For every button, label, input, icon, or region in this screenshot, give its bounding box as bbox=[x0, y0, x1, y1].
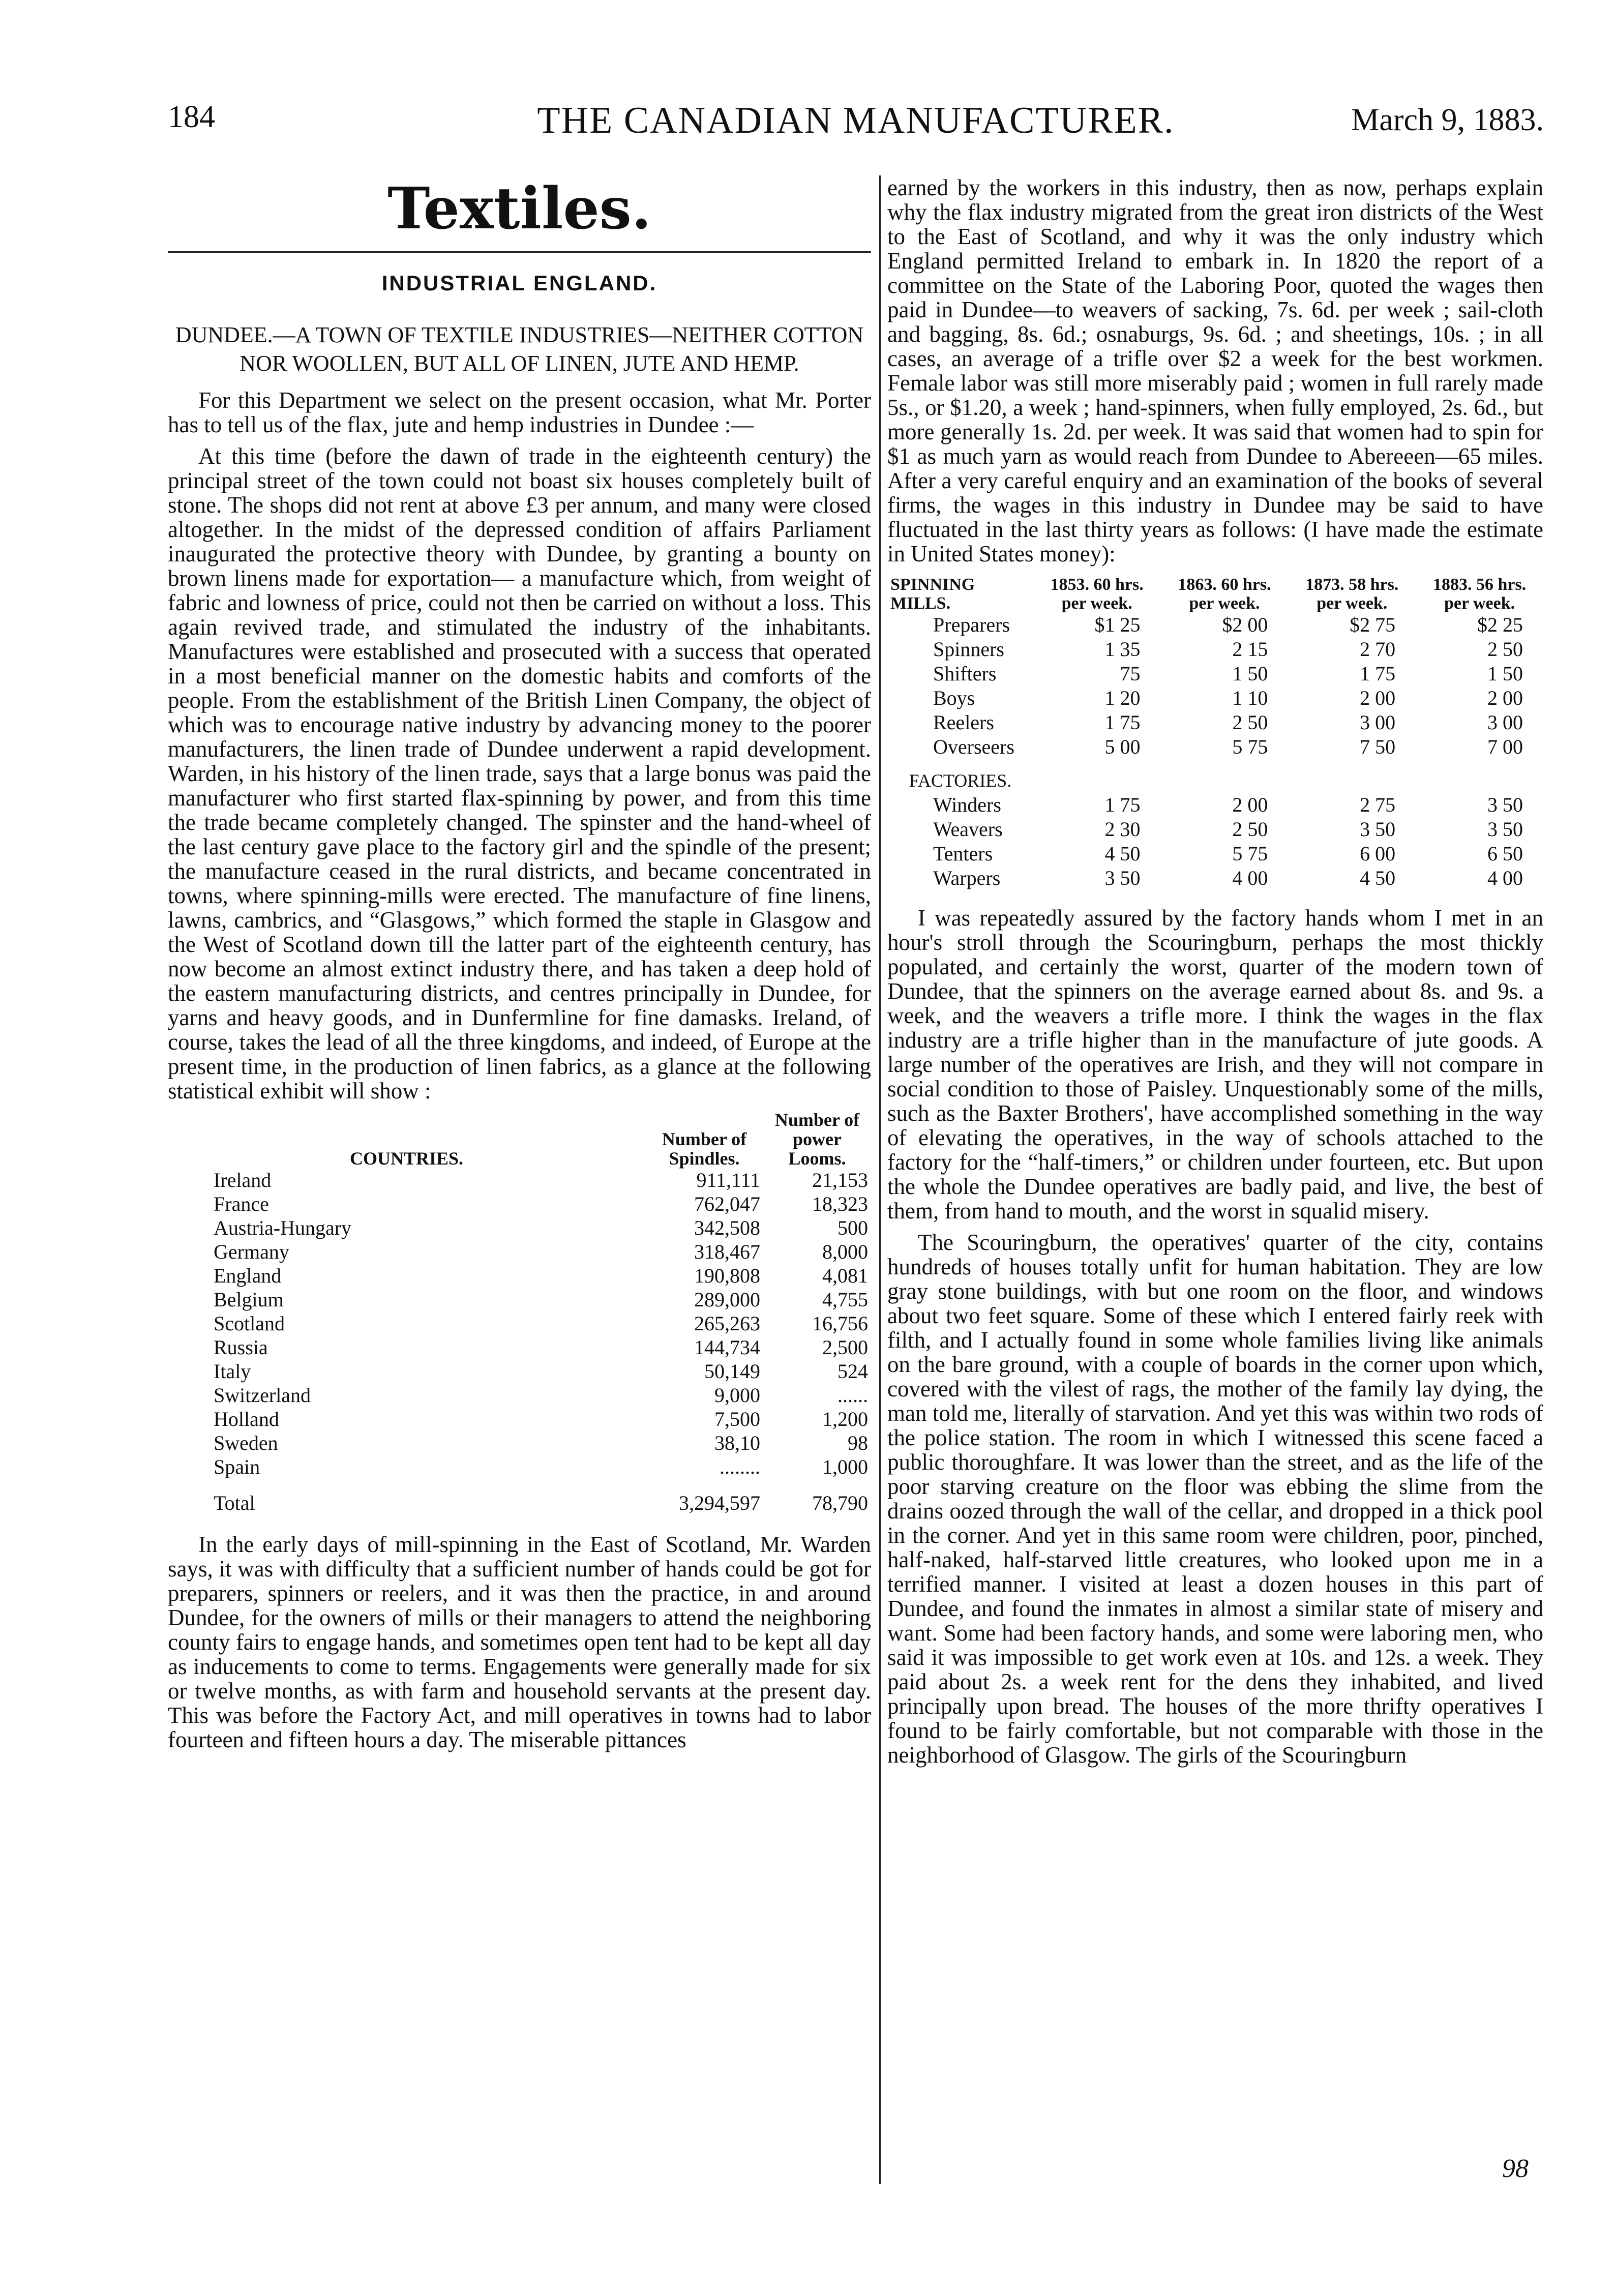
country-name: Holland bbox=[214, 1408, 279, 1430]
country-name: Switzerland bbox=[214, 1384, 311, 1407]
spindles-count: 318,467 bbox=[694, 1240, 760, 1263]
wage-value: 1 50 bbox=[1487, 662, 1523, 685]
wage-value: 3 00 bbox=[1360, 711, 1396, 734]
wage-value: 2 15 bbox=[1232, 638, 1268, 661]
header-1853: 1853. 60 hrs. per week. bbox=[1050, 575, 1144, 613]
spindles-count: 911,111 bbox=[696, 1169, 760, 1191]
header-spindles: Number of Spindles. bbox=[662, 1129, 747, 1169]
spindles-table-body bbox=[168, 1168, 871, 1515]
title-rule bbox=[168, 251, 871, 253]
masthead: THE CANADIAN MANUFACTURER. bbox=[537, 100, 1175, 141]
job-role: Winders bbox=[933, 793, 1001, 816]
job-role: Weavers bbox=[933, 818, 1003, 841]
table-row bbox=[887, 735, 1543, 759]
wage-value: 4 50 bbox=[1360, 867, 1396, 889]
wage-value: 1 20 bbox=[1104, 687, 1141, 709]
paragraph-4: I was repeatedly assured by the factory hands whom I met in an hour's stroll through the Scouringburn, perhaps the most thickly populated, and certainly the worst, quarter of the modern town of Dundee, that the spinners on the average earned about 8s. and 9s. a week, and the weavers a trifle more. I think the wages in the flax industry are a trifle higher than in the manufacture of jute goods. A large number of the operatives are Irish, and they will not compare in social condition to those of Paisley. Unquestionably some of the mills, such as the Baxter Brothers', have accomplished something in the way of elevating the operatives, in the way of schools attached to the factory for the “half-timers,” or children under fourteen, etc. But upon the whole the Dundee operatives are badly paid, and live, the best of them, from hand to mouth, and the worst in squalid misery. bbox=[887, 905, 1543, 1224]
spindles-count: 50,149 bbox=[704, 1360, 760, 1383]
table-row bbox=[168, 1407, 871, 1431]
wage-value: 1 75 bbox=[1104, 793, 1141, 816]
spindles-count: 762,047 bbox=[694, 1192, 760, 1215]
table-row bbox=[887, 866, 1543, 890]
spindles-count: 7,500 bbox=[714, 1408, 760, 1430]
table-row bbox=[168, 1359, 871, 1383]
country-name: Germany bbox=[214, 1240, 289, 1263]
table-row bbox=[887, 710, 1543, 735]
wage-value: 3 00 bbox=[1487, 711, 1523, 734]
wage-value: 7 00 bbox=[1487, 735, 1523, 758]
country-name: Belgium bbox=[214, 1288, 284, 1311]
table-row bbox=[168, 1192, 871, 1216]
wage-value: 1 10 bbox=[1232, 687, 1268, 709]
wage-value: 2 50 bbox=[1232, 818, 1268, 841]
spindles-table bbox=[168, 1110, 871, 1515]
looms-count: 21,153 bbox=[812, 1169, 868, 1191]
wage-value: 2 70 bbox=[1360, 638, 1396, 661]
looms-count: 1,200 bbox=[822, 1408, 868, 1430]
wage-value: 2 50 bbox=[1487, 638, 1523, 661]
country-name: Russia bbox=[214, 1336, 268, 1359]
wage-value: 2 00 bbox=[1360, 687, 1396, 709]
looms-count: 18,323 bbox=[812, 1192, 868, 1215]
table-row bbox=[168, 1455, 871, 1479]
wage-value: 3 50 bbox=[1487, 818, 1523, 841]
total-spindles: 3,294,597 bbox=[679, 1492, 760, 1514]
header-spinning-mills: SPINNING MILLS. bbox=[890, 575, 975, 613]
looms-count: 4,755 bbox=[822, 1288, 868, 1311]
wage-value: 1 75 bbox=[1104, 711, 1141, 734]
column-divider bbox=[879, 175, 881, 2184]
job-role: Spinners bbox=[933, 638, 1004, 661]
header-1883: 1883. 56 hrs. per week. bbox=[1432, 575, 1527, 613]
table-row bbox=[887, 793, 1543, 817]
wage-value: 2 75 bbox=[1360, 793, 1396, 816]
total-row bbox=[168, 1479, 871, 1515]
total-label: Total bbox=[214, 1492, 255, 1514]
country-name: Italy bbox=[214, 1360, 251, 1383]
header-1863: 1863. 60 hrs. per week. bbox=[1178, 575, 1271, 613]
table-row bbox=[887, 613, 1543, 637]
table-row bbox=[168, 1168, 871, 1192]
factories-label: FACTORIES. bbox=[909, 770, 1012, 791]
wages-table-body bbox=[887, 613, 1543, 890]
table-row bbox=[887, 842, 1543, 866]
table-row bbox=[887, 662, 1543, 686]
looms-count: 4,081 bbox=[822, 1264, 868, 1287]
wage-value: 5 00 bbox=[1104, 735, 1141, 758]
header-looms: Number of power Looms. bbox=[774, 1110, 860, 1169]
job-role: Tenters bbox=[933, 842, 993, 865]
job-role: Preparers bbox=[933, 613, 1010, 636]
spindles-count: 342,508 bbox=[694, 1216, 760, 1239]
job-role: Overseers bbox=[933, 735, 1014, 758]
table-row bbox=[168, 1383, 871, 1407]
paragraph-1: At this time (before the dawn of trade in the eighteenth century) the principal street of the town could not boast six houses completely built of stone. The shops did not rent at above £3 per annum, and many were closed altogether. In the midst of the depressed condition of affairs Parliament inaugurated the protective theory with Dundee, by granting a bounty on brown linens made for exportation— a manufacture which, from weight of fabric and lowness of price, could not then be carried on without a loss. This again revived trade, and stimulated the industry of the inhabitants. Manufactures were established and prosecuted with a success that operated in a most beneficial manner on the domestic habits and comforts of the people. From the establishment of the British Linen Company, the object of which was to encourage native industry by advancing money to the poorer manufacturers, the linen trade of Dundee underwent a rapid development. Warden, in his history of the linen trade, says that a large bonus was paid the manufacturer who first started flax-spinning by power, and from this time the trade became completely changed. The spinster and the hand-wheel of the last century gave place to the factory girl and the spindle of the present; the manufacture ceased in the rural districts, and became concentrated in towns, where spinning-mills were erected. The manufacture of fine linens, lawns, cambrics, and “Glasgows,” which formed the staple in Glasgow and the West of Scotland down till the latter part of the eighteenth century, has now become an almost extinct industry there, and has taken a deep hold of the eastern manufacturing districts, and centres principally in Dundee, for yarns and heavy goods, and in Dunfermline for fine damasks. Ireland, of course, takes the lead of all the three kingdoms, and indeed, of Europe at the present time, in the production of linen fabrics, as a glance at the following statistical exhibit will show : bbox=[168, 443, 871, 1104]
wage-value: 3 50 bbox=[1360, 818, 1396, 841]
spindles-count: 144,734 bbox=[694, 1336, 760, 1359]
issue-date: March 9, 1883. bbox=[1351, 103, 1544, 137]
country-name: Ireland bbox=[214, 1169, 272, 1191]
job-role: Boys bbox=[933, 687, 975, 709]
intro-paragraph: For this Department we select on the present occasion, what Mr. Porter has to tell us of the flax, jute and hemp industries in Dundee :— bbox=[168, 387, 871, 437]
paragraph-5: The Scouringburn, the operatives' quarter of the city, contains hundreds of houses totally unfit for human habitation. They are low gray stone buildings, with but one room on the floor, and windows about two feet square. Some of these which I entered fairly reek with filth, and I actually found in some whole families living like animals on the bare ground, with a couple of boards in the corner upon which, covered with the vilest of rags, the mother of the family lay dying, the man told me, literally of starvation. And yet this was within two rods of the police station. The room in which I witnessed this scene faced a public thoroughfare. It was lower than the street, and as the life of the poor starving creature on the floor was ebbing the slime from the drains oozed through the wall of the cellar, and dropped in a thick pool in the corner. And yet in this same room were children, poor, pinched, half-naked, half-starved little creatures, who looked upon me in a terrified manner. I visited at least a dozen houses in this part of Dundee, and found the inmates in almost a similar state of misery and want. Some had been factory hands, and some were laboring men, who said it was impossible to get work even at 10s. and 12s. a week. They paid about 2s. a week rent for the dens they inhabited, and lived principally upon bread. The houses of the more thrifty operatives I found to be fairly comfortable, but not comparable with those in the neighborhood of Glasgow. The girls of the Scouringburn bbox=[887, 1230, 1543, 1768]
wage-value: 6 50 bbox=[1487, 842, 1523, 865]
article-dek: DUNDEE.—A TOWN OF TEXTILE INDUSTRIES—NEITHER COTTON NOR WOOLLEN, BUT ALL OF LINEN, JUTE AND HEMP. bbox=[175, 322, 864, 376]
spindles-count: 190,808 bbox=[694, 1264, 760, 1287]
wage-value: $1 25 bbox=[1094, 613, 1141, 636]
footer-mark: 98 bbox=[1502, 2154, 1529, 2183]
looms-count: 98 bbox=[848, 1432, 868, 1454]
wage-value: $2 25 bbox=[1477, 613, 1523, 636]
wage-value: 1 35 bbox=[1104, 638, 1141, 661]
right-column bbox=[887, 175, 1543, 1774]
wage-value: 5 75 bbox=[1232, 735, 1268, 758]
table-row bbox=[168, 1264, 871, 1288]
left-column bbox=[168, 175, 871, 1759]
table-row bbox=[168, 1240, 871, 1264]
wages-table bbox=[887, 575, 1543, 890]
wage-value: 3 50 bbox=[1104, 867, 1141, 889]
spindles-count: 289,000 bbox=[694, 1288, 760, 1311]
looms-count: 500 bbox=[838, 1216, 868, 1239]
looms-count: 8,000 bbox=[822, 1240, 868, 1263]
country-name: Scotland bbox=[214, 1312, 285, 1335]
spindles-count: 265,263 bbox=[694, 1312, 760, 1335]
table-row bbox=[168, 1216, 871, 1240]
country-name: Spain bbox=[214, 1455, 260, 1478]
wage-value: 2 30 bbox=[1104, 818, 1141, 841]
looms-count: 2,500 bbox=[822, 1336, 868, 1359]
section-title: Textiles. bbox=[387, 175, 651, 242]
wage-value: 4 50 bbox=[1104, 842, 1141, 865]
wage-value: 2 00 bbox=[1232, 793, 1268, 816]
page-number: 184 bbox=[168, 100, 215, 134]
header-1873: 1873. 58 hrs. per week. bbox=[1305, 575, 1399, 613]
wage-value: $2 75 bbox=[1350, 613, 1396, 636]
wage-value: 75 bbox=[1120, 662, 1141, 685]
factories-section-row bbox=[887, 759, 1543, 793]
table-row bbox=[168, 1288, 871, 1311]
job-role: Warpers bbox=[933, 867, 1001, 889]
wage-value: 7 50 bbox=[1360, 735, 1396, 758]
table-row bbox=[887, 637, 1543, 662]
wage-value: 4 00 bbox=[1487, 867, 1523, 889]
looms-count: 524 bbox=[838, 1360, 868, 1383]
looms-count: ...... bbox=[838, 1384, 868, 1407]
table-row bbox=[887, 817, 1543, 842]
table-row bbox=[168, 1335, 871, 1359]
looms-count: 16,756 bbox=[812, 1312, 868, 1335]
wage-value: 1 75 bbox=[1360, 662, 1396, 685]
paragraph-3: earned by the workers in this industry, then as now, perhaps explain why the flax industry migrated from the great iron districts of the West to the East of Scotland, and why it was the only industry which England permitted Ireland to embark in. In 1820 the report of a committee on the State of the Laboring Poor, quoted the wages then paid in Dundee—to weavers of sacking, 7s. 6d. per week ; sail-cloth and bagging, 8s. 6d.; osnaburgs, 9s. 6d. ; and sheetings, 10s. ; in all cases, an average of a trifle over $2 a week for the best workmen. Female labor was still more miserably paid ; women in full rarely made 5s., or $1.20, a week ; hand-spinners, when fully employed, 2s. 6d., but more generally 1s. 2d. per week. It was said that women had to spin for $1 as much yarn as would reach from Dundee to Abereeen—65 miles. After a very careful enquiry and an examination of the books of several firms, the wages in this industry in Dundee may be said to have fluctuated in the last thirty years as follows: (I have made the estimate in United States money): bbox=[887, 175, 1543, 566]
table-row bbox=[168, 1311, 871, 1335]
job-role: Shifters bbox=[933, 662, 997, 685]
table-row bbox=[168, 1431, 871, 1455]
wage-value: 5 75 bbox=[1232, 842, 1268, 865]
article-subtitle: INDUSTRIAL ENGLAND. bbox=[381, 271, 657, 295]
spindles-count: ........ bbox=[720, 1455, 760, 1478]
looms-count: 1,000 bbox=[822, 1455, 868, 1478]
header-countries: COUNTRIES. bbox=[349, 1148, 464, 1169]
wage-value: 2 50 bbox=[1232, 711, 1268, 734]
country-name: France bbox=[214, 1192, 269, 1215]
wage-value: 1 50 bbox=[1232, 662, 1268, 685]
wages-table-header bbox=[887, 575, 1543, 613]
spindles-table-header bbox=[168, 1110, 871, 1168]
country-name: England bbox=[214, 1264, 282, 1287]
spindles-count: 9,000 bbox=[714, 1384, 760, 1407]
wage-value: 6 00 bbox=[1360, 842, 1396, 865]
country-name: Sweden bbox=[214, 1432, 278, 1454]
total-looms: 78,790 bbox=[812, 1492, 868, 1514]
wage-value: 4 00 bbox=[1232, 867, 1268, 889]
table-row bbox=[887, 686, 1543, 710]
spindles-count: 38,10 bbox=[714, 1432, 760, 1454]
job-role: Reelers bbox=[933, 711, 994, 734]
country-name: Austria-Hungary bbox=[214, 1216, 352, 1239]
wage-value: 2 00 bbox=[1487, 687, 1523, 709]
wage-value: $2 00 bbox=[1222, 613, 1268, 636]
paragraph-2: In the early days of mill-spinning in the East of Scotland, Mr. Warden says, it was with difficulty that a sufficient number of hands could be got for preparers, spinners or reelers, and it was then the practice, in and around Dundee, for the owners of mills or their managers to attend the neighboring county fairs to engage hands, and sometimes open tent had to be kept all day as inducements to come to terms. Engagements were generally made for six or twelve months, as with farm and household servants at the present day. This was before the Factory Act, and mill operatives in towns had to labor fourteen and fifteen hours a day. The miserable pittances bbox=[168, 1532, 871, 1752]
page-header bbox=[168, 99, 1544, 155]
wage-value: 3 50 bbox=[1487, 793, 1523, 816]
